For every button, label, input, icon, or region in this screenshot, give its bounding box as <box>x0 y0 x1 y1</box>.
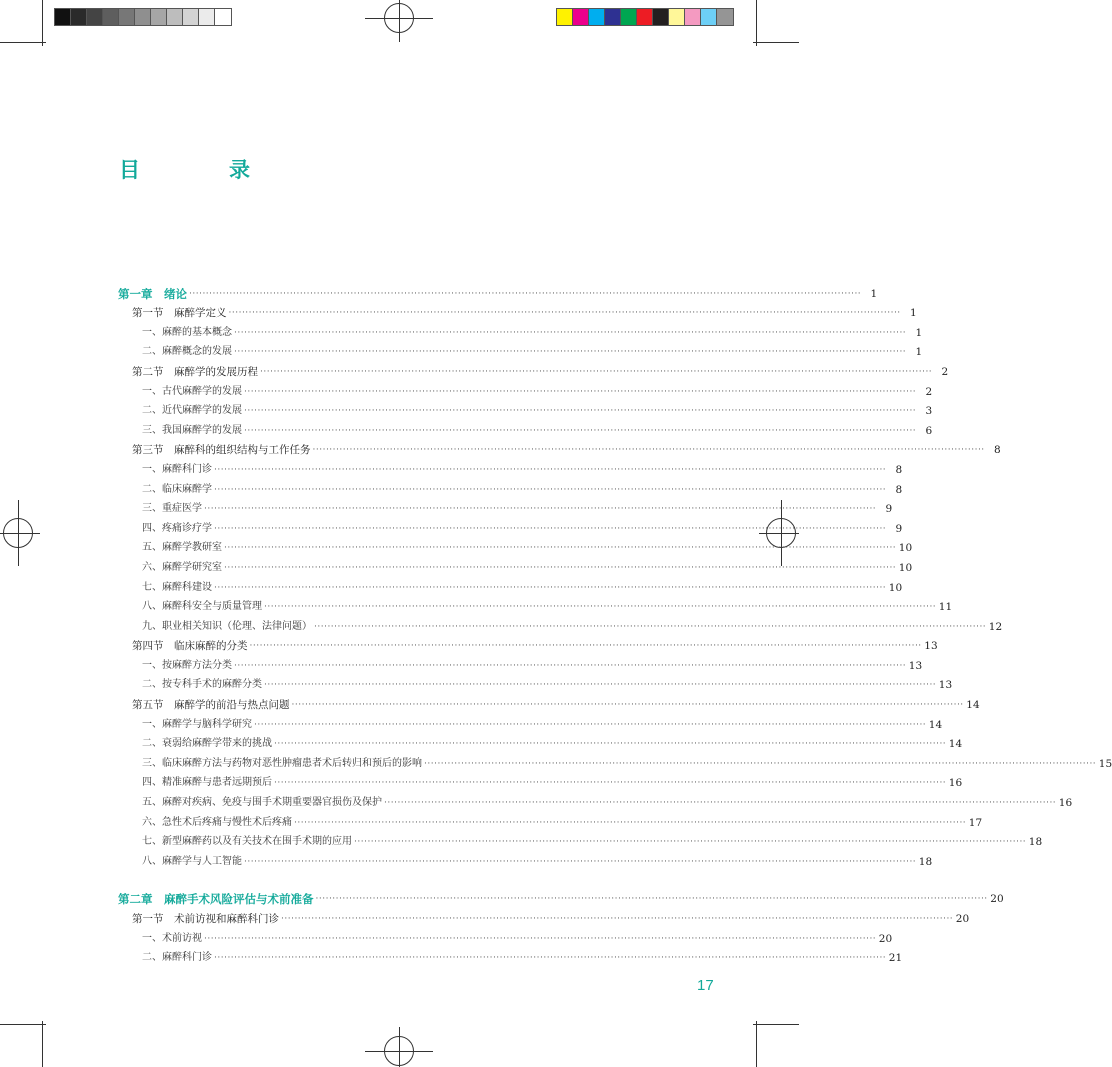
toc-page-number: 10 <box>898 561 913 574</box>
toc-item-row[interactable] <box>118 555 913 575</box>
toc-item-row[interactable] <box>118 320 923 340</box>
leader-dots: ········································································································································································································ <box>204 504 877 515</box>
toc-item-row[interactable] <box>118 477 903 497</box>
toc-entry-label: 二、衰弱给麻醉学带来的挑战 <box>142 738 272 750</box>
color-swatch <box>621 9 637 25</box>
toc-item-row[interactable] <box>118 771 963 791</box>
leader-dots: ········································································································································································································ <box>260 366 933 377</box>
leader-dots: ········································································································································································································ <box>291 700 964 711</box>
toc-entry-label: 一、麻醉科门诊 <box>142 463 212 475</box>
leader-dots: ········································································································································································································ <box>274 739 947 750</box>
toc-page-number: 2 <box>925 385 933 398</box>
toc-page-number: 18 <box>918 855 933 868</box>
crop-mark <box>0 42 46 43</box>
leader-dots: ········································································································································································································ <box>314 621 987 632</box>
toc-entry-label: 一、按麻醉方法分类 <box>142 659 232 671</box>
toc-section-row[interactable] <box>118 359 949 379</box>
color-swatch <box>717 9 733 25</box>
toc-page-number: 13 <box>908 659 923 672</box>
toc-page-number: 6 <box>925 424 933 437</box>
toc-page-number: 20 <box>955 913 970 925</box>
toc-page-number: 20 <box>990 893 1004 906</box>
leader-dots: ········································································································································································································ <box>315 894 988 905</box>
toc-entry-label: 四、精准麻醉与患者远期预后 <box>142 777 272 789</box>
toc-section-row[interactable] <box>118 906 970 926</box>
toc-section-row[interactable] <box>118 634 938 654</box>
toc-page-number: 12 <box>988 620 1003 633</box>
toc-page-number: 21 <box>888 952 903 965</box>
leader-dots: ········································································································································································································ <box>264 602 937 613</box>
toc-page-number: 8 <box>993 444 1001 457</box>
toc-entry-label: 五、麻醉对疾病、免疫与围手术期重要器官损伤及保护 <box>142 797 382 809</box>
toc-entry-label: 四、疼痛诊疗学 <box>142 522 212 534</box>
toc-entry-label: 七、新型麻醉药以及有关技术在围手术期的应用 <box>142 836 352 848</box>
toc-page-number: 3 <box>925 405 933 418</box>
toc-chapter-row[interactable] <box>118 887 1004 907</box>
color-swatch <box>55 9 71 25</box>
leader-dots: ········································································································································································································ <box>204 933 877 944</box>
toc-entry-label: 三、我国麻醉学的发展 <box>142 424 242 436</box>
toc-item-row[interactable] <box>118 418 933 438</box>
leader-dots: ········································································································································································································ <box>254 719 927 730</box>
toc-entry-label: 一、麻醉的基本概念 <box>142 326 232 338</box>
color-swatch <box>653 9 669 25</box>
toc-section-row[interactable] <box>118 438 1001 458</box>
toc-item-row[interactable] <box>118 340 923 360</box>
toc-spacer <box>118 869 686 887</box>
toc-page-number: 15 <box>1098 757 1112 770</box>
toc-item-row[interactable] <box>118 926 893 946</box>
toc-item-row[interactable] <box>118 732 963 752</box>
page-title: 目 录 <box>119 158 284 182</box>
toc-entry-label: 二、临床麻醉学 <box>142 483 212 495</box>
toc-entry-label: 五、麻醉学教研室 <box>142 542 222 554</box>
toc-item-row[interactable] <box>118 712 943 732</box>
toc-item-row[interactable] <box>118 830 1043 850</box>
leader-dots: ········································································································································································································ <box>274 778 947 789</box>
leader-dots: ········································································································································································································ <box>228 308 901 319</box>
crop-mark <box>753 1024 799 1025</box>
leader-dots: ········································································································································································································ <box>281 914 954 924</box>
toc-entry-label: 八、麻醉学与人工智能 <box>142 855 242 867</box>
toc-entry-label: 一、术前访视 <box>142 932 202 944</box>
toc-entry-label: 二、麻醉概念的发展 <box>142 346 232 358</box>
leader-dots: ········································································································································································································ <box>234 327 907 338</box>
color-swatch <box>103 9 119 25</box>
table-of-contents <box>118 281 1112 965</box>
toc-page-number: 10 <box>898 542 913 555</box>
toc-chapter-row[interactable] <box>118 281 878 301</box>
toc-page-number: 20 <box>878 932 893 945</box>
toc-item-row[interactable] <box>118 673 953 693</box>
leader-dots: ········································································································································································································ <box>214 582 887 593</box>
toc-page-number: 1 <box>870 287 878 300</box>
color-swatch <box>215 9 231 25</box>
toc-page-number: 13 <box>924 640 938 653</box>
toc-page-number: 11 <box>938 601 953 614</box>
color-swatch <box>135 9 151 25</box>
toc-page-number: 13 <box>938 679 953 692</box>
leader-dots: ········································································································································································································ <box>224 543 897 554</box>
toc-item-row[interactable] <box>118 810 983 830</box>
toc-entry-label: 三、重症医学 <box>142 503 202 515</box>
toc-entry-label: 第一章 绪论 <box>118 286 187 301</box>
leader-dots: ········································································································································································································ <box>244 386 917 397</box>
toc-item-row[interactable] <box>118 399 933 419</box>
leader-dots: ········································································································································································································ <box>354 837 1027 848</box>
color-swatch <box>71 9 87 25</box>
crop-mark <box>756 1021 757 1067</box>
leader-dots: ········································································································································································································ <box>214 953 887 964</box>
toc-entry-label: 二、麻醉科门诊 <box>142 952 212 964</box>
crop-mark <box>42 1021 43 1067</box>
toc-item-row[interactable] <box>118 849 933 869</box>
cmyk-color-bar <box>556 8 734 26</box>
toc-item-row[interactable] <box>118 614 1003 634</box>
toc-item-row[interactable] <box>118 790 1073 810</box>
leader-dots: ········································································································································································································ <box>424 758 1097 769</box>
crop-mark <box>0 1024 46 1025</box>
toc-item-row[interactable] <box>118 457 903 477</box>
toc-section-row[interactable] <box>118 692 980 712</box>
toc-entry-label: 二、按专科手术的麻醉分类 <box>142 679 262 691</box>
color-swatch <box>669 9 685 25</box>
toc-item-row[interactable] <box>118 497 893 517</box>
toc-entry-label: 一、麻醉学与脑科学研究 <box>142 718 252 730</box>
toc-item-row[interactable] <box>118 379 933 399</box>
toc-entry-label: 第二章 麻醉手术风险评估与术前准备 <box>118 892 314 907</box>
toc-page-number: 17 <box>968 816 983 829</box>
grayscale-color-bar <box>54 8 232 26</box>
color-swatch <box>167 9 183 25</box>
toc-item-row[interactable] <box>118 653 923 673</box>
toc-entry-label: 第五节 麻醉学的前沿与热点问题 <box>132 699 290 712</box>
toc-page-number: 1 <box>915 326 923 339</box>
leader-dots: ········································································································································································································ <box>214 484 887 495</box>
toc-item-row[interactable] <box>118 946 903 966</box>
page-number: 17 <box>697 977 714 994</box>
leader-dots: ········································································································································································································ <box>244 425 917 436</box>
toc-item-row[interactable] <box>118 516 903 536</box>
leader-dots: ········································································································································································································ <box>312 445 985 456</box>
leader-dots: ········································································································································································································ <box>214 464 887 475</box>
color-swatch <box>685 9 701 25</box>
color-swatch <box>701 9 717 25</box>
toc-item-row[interactable] <box>118 575 903 595</box>
toc-page-number: 9 <box>885 503 893 516</box>
toc-entry-label: 二、近代麻醉学的发展 <box>142 405 242 417</box>
color-swatch <box>573 9 589 25</box>
toc-section-row[interactable] <box>118 301 917 321</box>
color-swatch <box>637 9 653 25</box>
toc-entry-label: 九、职业相关知识（伦理、法律问题） <box>142 620 312 632</box>
crop-mark <box>42 0 43 46</box>
leader-dots: ········································································································································································································ <box>224 562 897 573</box>
crop-mark <box>756 0 757 46</box>
color-swatch <box>119 9 135 25</box>
toc-page-number: 14 <box>928 718 943 731</box>
toc-entry-label: 一、古代麻醉学的发展 <box>142 385 242 397</box>
toc-page-number: 1 <box>915 346 923 359</box>
toc-entry-label: 第四节 临床麻醉的分类 <box>132 640 248 653</box>
toc-entry-label: 七、麻醉科建设 <box>142 581 212 593</box>
color-swatch <box>605 9 621 25</box>
toc-entry-label: 六、麻醉学研究室 <box>142 561 222 573</box>
toc-entry-label: 六、急性术后疼痛与慢性术后疼痛 <box>142 816 292 828</box>
color-swatch <box>589 9 605 25</box>
leader-dots: ········································································································································································································ <box>234 660 907 671</box>
toc-page-number: 10 <box>888 581 903 594</box>
color-swatch <box>557 9 573 25</box>
toc-page-number: 18 <box>1028 836 1043 849</box>
color-swatch <box>199 9 215 25</box>
color-swatch <box>183 9 199 25</box>
crop-mark <box>753 42 799 43</box>
toc-entry-label: 第三节 麻醉科的组织结构与工作任务 <box>132 444 311 457</box>
color-swatch <box>151 9 167 25</box>
toc-page-number: 16 <box>948 777 963 790</box>
leader-dots: ········································································································································································································ <box>234 347 907 358</box>
leader-dots: ········································································································································································································ <box>214 523 887 534</box>
toc-entry-label: 八、麻醉科安全与质量管理 <box>142 601 262 613</box>
toc-page-number: 16 <box>1058 797 1073 810</box>
toc-entry-label: 三、临床麻醉方法与药物对恶性肿瘤患者术后转归和预后的影响 <box>142 757 422 769</box>
toc-page-number: 9 <box>895 522 903 535</box>
toc-entry-label: 第二节 麻醉学的发展历程 <box>132 365 258 378</box>
toc-item-row[interactable] <box>118 751 1112 771</box>
leader-dots: ········································································································································································································ <box>249 641 922 652</box>
toc-page-number: 1 <box>909 307 917 320</box>
toc-page-number: 14 <box>948 738 963 751</box>
toc-page-number: 14 <box>966 699 980 712</box>
toc-entry-label: 第一节 麻醉学定义 <box>132 307 227 320</box>
toc-page-number: 2 <box>941 365 949 378</box>
leader-dots: ········································································································································································································ <box>244 856 917 867</box>
leader-dots: ········································································································································································································ <box>244 406 917 417</box>
toc-entry-label: 第一节 术前访视和麻醉科门诊 <box>132 913 279 925</box>
leader-dots: ········································································································································································································ <box>384 798 1057 809</box>
leader-dots: ········································································································································································································ <box>294 817 967 828</box>
color-swatch <box>87 9 103 25</box>
leader-dots: ········································································································································································································ <box>264 680 937 691</box>
toc-page-number: 8 <box>895 483 903 496</box>
leader-dots: ········································································································································································································ <box>189 288 862 299</box>
toc-item-row[interactable] <box>118 536 913 556</box>
toc-page-number: 8 <box>895 463 903 476</box>
toc-item-row[interactable] <box>118 595 953 615</box>
